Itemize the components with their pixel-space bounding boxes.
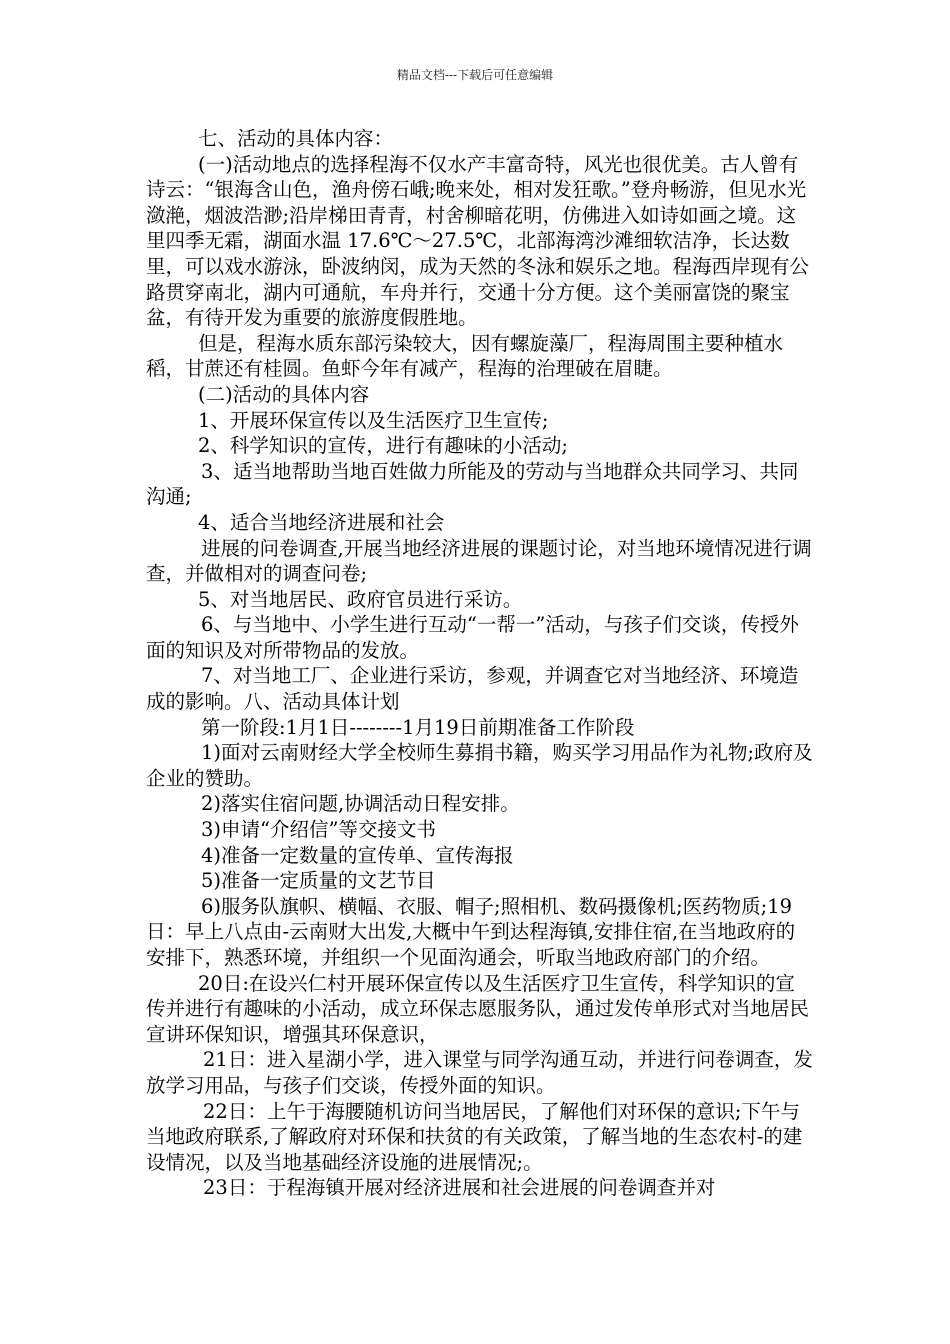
body-paragraph: 3)申请“介绍信”等交接文书 [201,818,436,842]
body-paragraph: 21日：进入星湖小学，进入课堂与同学沟通互动，并进行问卷调查，发放学习用品，与孩子们交谈，传授外面的知识。 [146,1048,813,1097]
body-paragraph: (二)活动的具体内容 [198,382,370,406]
body-paragraph: 3、适当地帮助当地百姓做力所能及的劳动与当地群众共同学习、共同沟通; [146,459,799,509]
body-paragraph: 4)准备一定数量的宣传单、宣传海报 [201,843,514,867]
body-paragraph: 七、活动的具体内容： [198,127,394,150]
body-paragraph: 20日:在设兴仁村开展环保宣传以及生活医疗卫生宣传，科学知识的宣传并进行有趣味的小活动，成立环保志愿服务队，通过发传单形式对当地居民宣讲环保知识，增强其环保意识， [146,971,810,1046]
body-paragraph: 7、对当地工厂、企业进行采访，参观，并调查它对当地经济、环境造成的影响。八、活动具体计划 [146,664,799,714]
body-paragraph: (一)活动地点的选择程海不仅水产丰富奇特，风光也很优美。古人曾有诗云：“银海含山色，渔舟傍石峨;晚来处，相对发狂歌。”登舟畅游，但见水光潋滟，烟波浩渺;沿岸梯田青青，村舍柳暗花明，仿佛进入如诗如画之境。这里四季无霜，湖面水温 17.6℃～27.5℃，北部海湾沙滩细软洁净，长达数里，可以戏水游泳，卧波纳闵，成为天然的冬泳和娱乐之地。程海西岸现有公路贯穿南北，湖内可通航，车舟并行，交通十分方便。这个美丽富饶的聚宝盆，有待开发为重要的旅游度假胜地。 [146,152,810,330]
body-paragraph: 5)准备一定质量的文艺节目 [201,869,436,893]
body-paragraph: 进展的问卷调查,开展当地经济进展的课题讨论，对当地环境情况进行调查，并做相对的调查问卷; [146,536,812,586]
body-paragraph: 6)服务队旗帜、横幅、衣服、帽子;照相机、数码摄像机;医药物质;19日：早上八点由-云南财大出发,大概中午到达程海镇,安排住宿,在当地政府的安排下，熟悉环境，并组织一个见面沟通会，听取当地政府部门的介绍。 [146,894,796,969]
body-paragraph: 1)面对云南财经大学全校师生募捐书籍，购买学习用品作为礼物;政府及企业的赞助。 [146,741,813,790]
body-paragraph: 1、开展环保宣传以及生活医疗卫生宣传; [198,408,549,432]
body-paragraph: 6、与当地中、小学生进行互动“一帮一”活动，与孩子们交谈，传授外面的知识及对所带物品的发放。 [146,613,799,662]
body-paragraph: 5、对当地居民、政府官员进行采访。 [198,587,523,611]
body-paragraph: 第一阶段:1月1日--------1月19日前期准备工作阶段 [201,715,635,739]
document-body [146,126,814,1201]
page-header: 精品文档---下载后可任意编辑 [396,68,554,82]
body-paragraph: 22日：上午于海腰随机访问当地居民，了解他们对环保的意识;下午与当地政府联系,了解政府对环保和扶贫的有关政策，了解当地的生态农村-的建设情况，以及当地基础经济设施的进展情况;。 [146,1099,803,1174]
body-paragraph: 2、科学知识的宣传，进行有趣味的小活动; [198,434,568,458]
body-paragraph: 但是，程海水质东部污染较大，因有螺旋藻厂，程海周围主要种植水稻，甘蔗还有桂圆。鱼虾今年有减产，程海的治理破在眉睫。 [146,331,784,381]
body-paragraph: 2)落实住宿问题,协调活动日程安排。 [201,792,520,816]
body-paragraph: 23日：于程海镇开展对经济进展和社会进展的问卷调查并对 [203,1176,716,1200]
body-paragraph: 4、适合当地经济进展和社会 [198,510,445,534]
